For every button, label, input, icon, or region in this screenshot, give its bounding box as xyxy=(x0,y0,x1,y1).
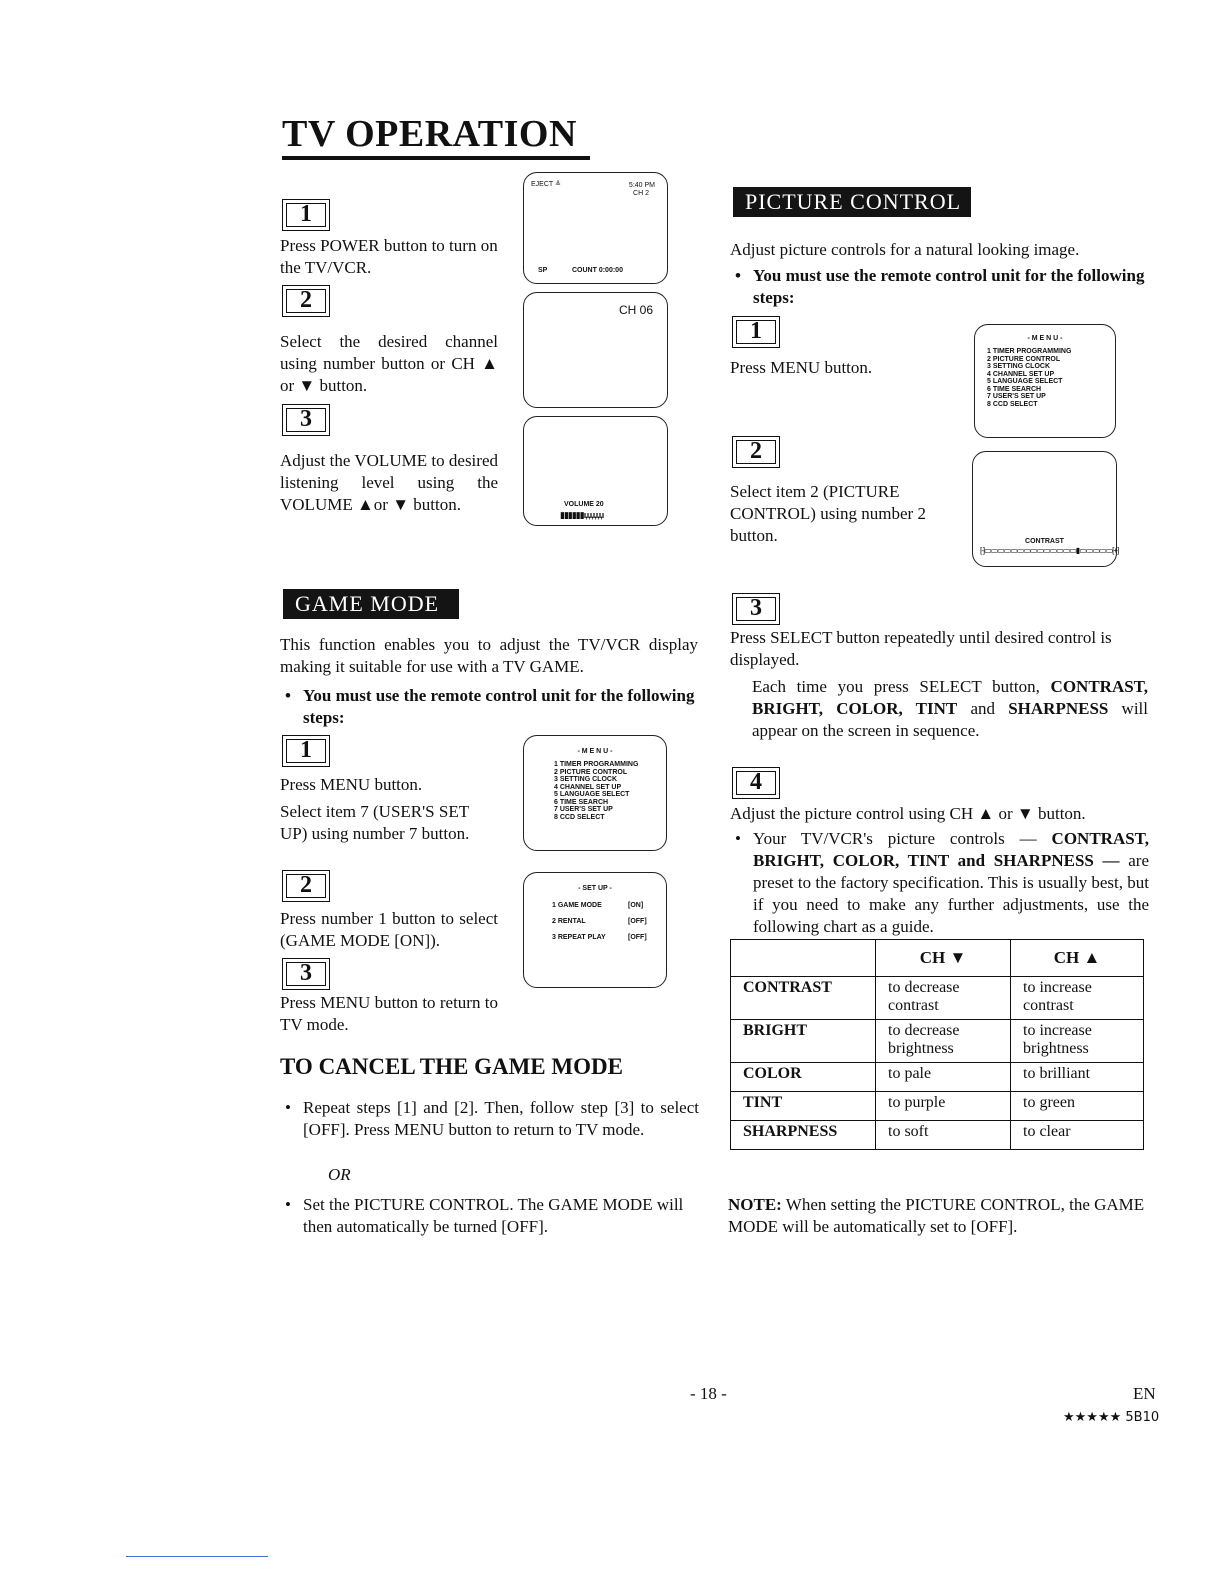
pc-step-3-text: Press SELECT button repeatedly until desired control is displayed. xyxy=(730,628,1112,669)
cancel-or: OR xyxy=(328,1165,351,1184)
tv-screen-channel xyxy=(523,292,668,408)
menu-list xyxy=(554,761,638,821)
game-step-3-text: Press MENU button to return to TV mode. xyxy=(280,993,498,1034)
game-step-1-text-b: Select item 7 (USER'S SET UP) using number 7 button. xyxy=(280,802,470,843)
language-code: EN xyxy=(1133,1384,1156,1403)
screen-ch-text: CH 2 xyxy=(633,190,649,197)
menu-item: 6 TIME SEARCH xyxy=(987,385,1042,393)
menu-item: 5 LANGUAGE SELECT xyxy=(987,378,1063,385)
table-row xyxy=(731,1092,1144,1121)
menu-item: 8 CCD SELECT xyxy=(554,813,605,821)
model-code: ★★★★★ 5B10 xyxy=(1063,1410,1160,1425)
screen-eject-text: EJECT ≜ xyxy=(531,181,561,188)
screen-channel-text: CH 06 xyxy=(618,303,653,317)
menu-header: - M E N U - xyxy=(1027,335,1063,342)
setup-header: - SET UP - xyxy=(578,885,612,892)
menu-item: 5 LANGUAGE SELECT xyxy=(554,791,630,798)
menu-list xyxy=(987,348,1071,408)
menu-item: 6 TIME SEARCH xyxy=(554,798,609,806)
screen-time-text: 5:40 PM xyxy=(628,182,655,189)
screen-sp-text: SP xyxy=(538,267,548,274)
table-cell-name: SHARPNESS xyxy=(731,1121,876,1150)
table-header-row xyxy=(731,940,1144,977)
note-text: When setting the PICTURE CONTROL, the GAME MODE will be automatically set to [OFF]. xyxy=(728,1195,1145,1236)
preset-note-post: are preset to the factory specification. This is usually best, but if you need to make any further adjustments, use the following chart as a guide. xyxy=(753,851,1149,936)
menu-screen xyxy=(974,324,1116,438)
menu-item: 3 SETTING CLOCK xyxy=(554,776,618,783)
step-badge-2: 2 xyxy=(732,436,780,468)
table-cell-down: to pale xyxy=(876,1063,1011,1092)
pc-step-1-text: Press MENU button. xyxy=(730,358,873,377)
select-desc-controls: CONTRAST, BRIGHT, COLOR, TINT xyxy=(752,677,1148,718)
volume-level-bar: ▮▮▮▮▮▮ı,ı,ı,ı,ı,ı,ı xyxy=(560,510,604,520)
tv-step-1-text: Press POWER button to turn on the TV/VCR. xyxy=(280,236,498,277)
table-cell-up: to increase contrast xyxy=(1011,977,1144,1020)
contrast-level-bar: [-]▭▭▭▭▭▭▭▭▭▭▭▭▭▭▮▭▭▭▭▭[+] xyxy=(980,546,1119,555)
setup-item-value: [OFF] xyxy=(628,918,647,925)
table-cell-up: to increase brightness xyxy=(1011,1020,1144,1063)
step-badge-2: 2 xyxy=(282,870,330,902)
table-row xyxy=(731,1063,1144,1092)
menu-item: 7 USER'S SET UP xyxy=(554,806,613,813)
menu-item: 4 CHANNEL SET UP xyxy=(987,370,1055,378)
title-underline xyxy=(282,156,590,160)
game-mode-intro: This function enables you to adjust the TV/VCR display making it suitable for use with a TV GAME. xyxy=(280,635,698,676)
table-cell-up: to clear xyxy=(1011,1121,1144,1150)
picture-control-remote-note: • You must use the remote control unit for the following steps: xyxy=(753,265,1149,309)
menu-item: 1 TIMER PROGRAMMING xyxy=(554,761,639,768)
preset-note-pre: Your TV/VCR's picture controls — xyxy=(753,829,1052,848)
setup-item-label: 1 GAME MODE xyxy=(552,902,602,909)
table-cell-down: to decrease brightness xyxy=(876,1020,1011,1063)
game-mode-remote-note: • You must use the remote control unit for the following steps: xyxy=(303,685,699,729)
pc-step-4-text: Adjust the picture control using CH ▲ or ▼ button. xyxy=(730,804,1086,823)
step-badge-2: 2 xyxy=(282,285,330,317)
table-cell-down: to soft xyxy=(876,1121,1011,1150)
step-badge-3: 3 xyxy=(732,593,780,625)
screen-volume-text: VOLUME 20 xyxy=(564,501,604,508)
table-cell-name: CONTRAST xyxy=(731,977,876,1020)
setup-item-label: 2 RENTAL xyxy=(552,918,586,925)
picture-control-heading: PICTURE CONTROL xyxy=(733,187,971,217)
select-desc-post: will appear on the screen in sequence. xyxy=(752,699,1149,740)
table-cell-up: to green xyxy=(1011,1092,1144,1121)
step-badge-1: 1 xyxy=(732,316,780,348)
game-mode-heading: GAME MODE xyxy=(283,589,459,619)
cancel-heading: TO CANCEL THE GAME MODE xyxy=(280,1054,623,1079)
game-step-2-text: Press number 1 button to select (GAME MODE [ON]). xyxy=(280,909,498,950)
table-row xyxy=(731,1121,1144,1150)
picture-control-table xyxy=(730,939,1144,1150)
game-step-1-text-a: Press MENU button. xyxy=(280,775,423,794)
setup-screen xyxy=(523,872,667,988)
step-badge-1: 1 xyxy=(282,735,330,767)
table-header-cell: CH ▼ xyxy=(876,940,1011,977)
tv-screen-power-on xyxy=(523,172,668,284)
table-cell-name: BRIGHT xyxy=(731,1020,876,1063)
screen-count-text: COUNT 0:00:00 xyxy=(572,267,623,274)
contrast-label: CONTRAST xyxy=(1025,538,1064,545)
setup-item-label: 3 REPEAT PLAY xyxy=(552,934,606,941)
menu-header: - M E N U - xyxy=(577,748,613,755)
tv-step-3-text: Adjust the VOLUME to desired listening level using the VOLUME ▲or ▼ button. xyxy=(280,451,498,514)
footer-rule xyxy=(126,1556,268,1557)
menu-screen xyxy=(523,735,667,851)
step-badge-4: 4 xyxy=(732,767,780,799)
table-cell-name: TINT xyxy=(731,1092,876,1121)
select-desc-pre: Each time you press SELECT button, xyxy=(752,677,1051,696)
pc-step-2-text: Select item 2 (PICTURE CONTROL) using number 2 button. xyxy=(730,482,926,545)
step-badge-3: 3 xyxy=(282,404,330,436)
menu-item: 8 CCD SELECT xyxy=(987,400,1038,408)
table-header-cell xyxy=(731,940,876,977)
table-cell-name: COLOR xyxy=(731,1063,876,1092)
picture-control-note xyxy=(728,1194,1152,1238)
page-title: TV OPERATION xyxy=(282,113,577,155)
cancel-bullet-2: • Set the PICTURE CONTROL. The GAME MODE will then automatically be turned [OFF]. xyxy=(303,1194,703,1238)
pc-select-description xyxy=(752,676,1148,742)
table-cell-down: to decrease contrast xyxy=(876,977,1011,1020)
setup-item-value: [ON] xyxy=(628,902,644,909)
table-cell-down: to purple xyxy=(876,1092,1011,1121)
select-desc-sharpness: SHARPNESS xyxy=(1008,699,1109,718)
menu-item: 1 TIMER PROGRAMMING xyxy=(987,348,1072,355)
page-number: - 18 - xyxy=(690,1384,727,1403)
preset-note-controls: CONTRAST, BRIGHT, COLOR, TINT and SHARPNESS — xyxy=(753,829,1149,870)
select-desc-and: and xyxy=(957,699,1009,718)
pc-preset-note xyxy=(753,828,1149,938)
tv-step-2-text: Select the desired channel using number button or CH ▲ or ▼ button. xyxy=(280,332,498,395)
table-cell-up: to brilliant xyxy=(1011,1063,1144,1092)
tv-screen-volume xyxy=(523,416,668,526)
cancel-bullet-1: • Repeat steps [1] and [2]. Then, follow step [3] to select [OFF]. Press MENU button to return to TV mode. xyxy=(303,1097,699,1141)
picture-control-intro: Adjust picture controls for a natural looking image. xyxy=(730,240,1080,259)
menu-item: 3 SETTING CLOCK xyxy=(987,363,1051,370)
table-row xyxy=(731,977,1144,1020)
menu-item: 2 PICTURE CONTROL xyxy=(987,355,1061,363)
step-badge-3: 3 xyxy=(282,958,330,990)
note-label: NOTE: xyxy=(728,1195,782,1214)
table-row xyxy=(731,1020,1144,1063)
table-header-cell: CH ▲ xyxy=(1011,940,1144,977)
setup-item-value: [OFF] xyxy=(628,934,647,941)
menu-item: 7 USER'S SET UP xyxy=(987,393,1046,400)
step-badge-1: 1 xyxy=(282,199,330,231)
menu-item: 2 PICTURE CONTROL xyxy=(554,768,628,776)
menu-item: 4 CHANNEL SET UP xyxy=(554,783,622,791)
contrast-screen xyxy=(972,451,1117,567)
